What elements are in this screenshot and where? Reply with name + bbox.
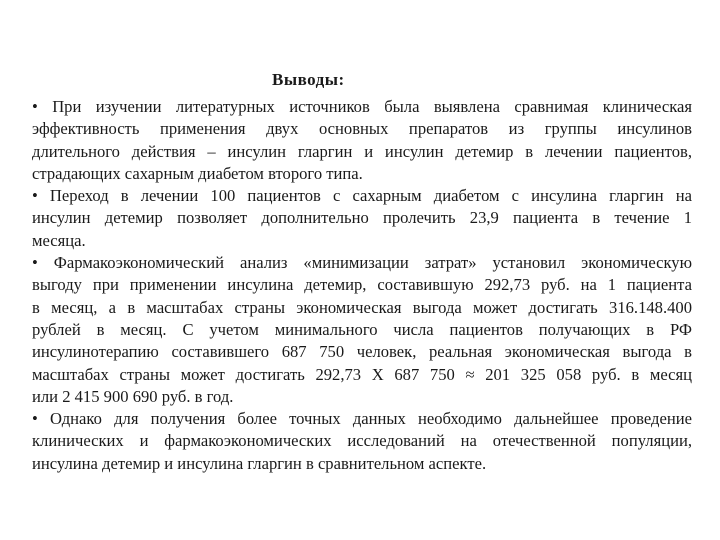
text-line: • При изучении литературных источников была выявлена сравнимая клиническая <box>32 97 692 116</box>
text-line: выгоду при применении инсулина детемир, составившую 292,73 руб. на 1 пациента <box>32 275 692 295</box>
text-line: • Переход в лечении 100 пациентов с сахарным диабетом с инсулина гларгин на <box>32 186 692 206</box>
slide-title: Выводы: <box>272 70 345 89</box>
text-line: страдающих сахарным диабетом второго типа. <box>32 163 363 183</box>
text-line: месяца. <box>32 230 86 250</box>
text-line: инсулина детемир и инсулина гларгин в сравнительном аспекте. <box>32 453 487 473</box>
text-line: эффективность применения двух основных препаратов из группы инсулинов <box>32 119 692 139</box>
conclusions-text <box>32 96 692 475</box>
text-line: в месяц, а в масштабах страны экономическая выгода может достигать 316.148.400 <box>32 297 692 317</box>
text-line: длительного действия – инсулин гларгин и инсулин детемир в лечении пациентов, <box>32 141 692 161</box>
text-line: масштабах страны может достигать 292,73 Х 687 750 ≈ 201 325 058 руб. в месяц <box>32 364 692 384</box>
text-line: рублей в месяц. С учетом минимального числа пациентов получающих в РФ <box>32 319 692 339</box>
text-line: клинических и фармакоэкономических исследований на отечественной популяции, <box>32 431 692 451</box>
text-line: • Однако для получения более точных данных необходимо дальнейшее проведение <box>32 409 692 429</box>
text-line: инсулинотерапию составившего 687 750 человек, реальная экономическая выгода в <box>32 342 692 362</box>
text-line: • Фармакоэкономический анализ «минимизации затрат» установил экономическую <box>32 253 692 273</box>
text-line: или 2 415 900 690 руб. в год. <box>32 386 234 406</box>
text-line: инсулин детемир позволяет дополнительно пролечить 23,9 пациента в течение 1 <box>32 208 692 228</box>
